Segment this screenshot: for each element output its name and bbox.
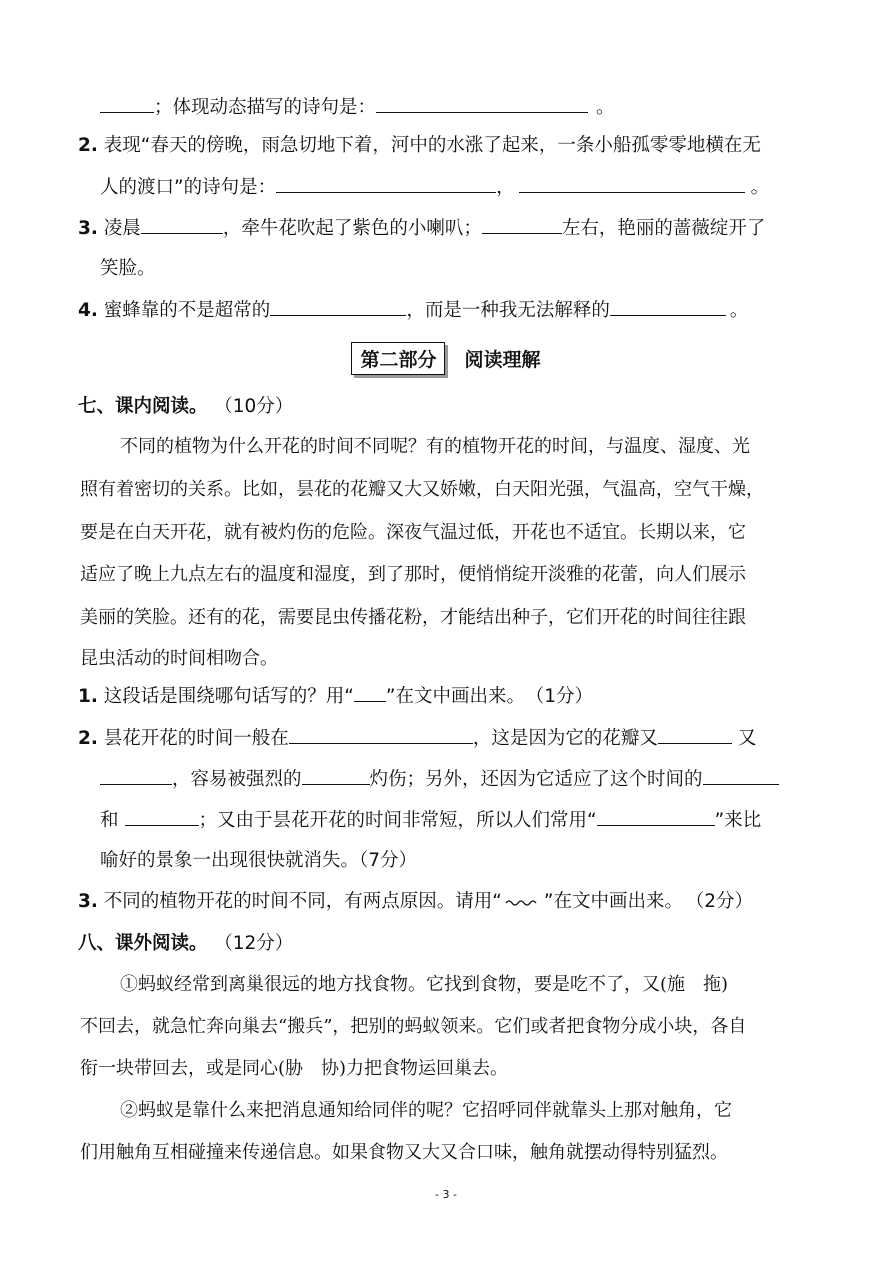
section-title: 阅读理解 [464,349,541,371]
question-2: 2. 表现“春天的傍晚，雨急切地下着，河中的水涨了起来，一条小船孤零零地横在无 [78,135,761,156]
passage-line: ②蚂蚁是靠什么来把消息通知给同伴的呢？它招呼同伴就靠头上那对触角，它 [120,1100,732,1121]
answer-blank[interactable] [302,766,370,785]
reading-7-q3: 3. 不同的植物开花的时间不同，有两点原因。请用“ ”在文中画出来。 （2分） [78,891,754,912]
answer-blank[interactable] [100,94,154,113]
answer-blank[interactable] [703,766,779,785]
answer-blank[interactable] [289,725,473,744]
reading-7-q2-cont: ，容易被强烈的 灼伤；另外，还因为它适应了这个时间的 [100,766,779,793]
reading-8-heading: 八、课外阅读。 （12分） [78,933,294,954]
passage-line: 美丽的笑脸。还有的花，需要昆虫传播花粉，才能结出种子，它们开花的时间往往跟 [80,607,746,628]
wavy-underline-sample [502,893,544,907]
answer-blank[interactable] [597,807,715,826]
passage-line: 们用触角互相碰撞来传递信息。如果食物又大又合口味，触角就摆动得特别猛烈。 [80,1142,728,1163]
answer-blank[interactable] [658,725,732,744]
question-2-cont: 人的渡口”的诗句是： ， 。 [100,174,769,201]
question-3: 3. 凌晨 ，牵牛花吹起了紫色的小喇叭； 左右，艳丽的蔷薇绽开了 [78,215,765,242]
section-part-label: 第二部分 [351,342,445,375]
answer-blank[interactable] [125,807,199,826]
reading-7-q2-cont2: 和 ；又由于昙花开花的时间非常短，所以人们常用“ ”来比 [100,807,761,834]
reading-7-q1: 1. 这段话是围绕哪句话写的？用“ ”在文中画出来。 （1分） [78,683,593,710]
answer-blank[interactable] [141,215,223,234]
answer-blank[interactable] [482,215,562,234]
passage-line: 适应了晚上九点左右的温度和湿度，到了那时，便悄悄绽开淡雅的花蕾，向人们展示 [80,564,746,585]
answer-blank[interactable] [270,297,406,316]
passage-line: ①蚂蚁经常到离巢很远的地方找食物。它找到食物，要是吃不了，又(施 拖) [120,974,729,995]
fill-line-1: ；体现动态描写的诗句是： 。 [100,94,615,121]
passage-line: 不回去，就急忙奔向巢去“搬兵”，把别的蚂蚁领来。它们或者把食物分成小块，各自 [80,1016,747,1037]
page-number: - 3 - [435,1188,457,1201]
answer-blank[interactable] [276,174,496,193]
reading-7-q2-cont3: 喻好的景象一出现很快就消失。（7分） [100,850,418,871]
answer-blank[interactable] [376,94,588,113]
reading-7-heading: 七、课内阅读。 （10分） [78,396,294,417]
passage-line: 衔一块带回去，或是同心(胁 协)力把食物运回巢去。 [80,1058,509,1079]
question-4: 4. 蜜蜂靠的不是超常的 ，而是一种我无法解释的 。 [78,297,748,324]
section-header [0,342,892,375]
answer-blank[interactable] [100,766,172,785]
question-3-cont: 笑脸。 [100,258,156,279]
passage-line: 昆虫活动的时间相吻合。 [80,648,278,669]
passage-line: 不同的植物为什么开花的时间不同呢？有的植物开花的时间，与温度、湿度、光 [120,436,750,457]
underline-sample [354,683,386,702]
answer-blank[interactable] [610,297,726,316]
passage-line: 要是在白天开花，就有被灼伤的危险。深夜气温过低，开花也不适宜。长期以来，它 [80,522,746,543]
reading-7-q2: 2. 昙花开花的时间一般在 ，这是因为它的花瓣又 又 [78,725,756,752]
answer-blank[interactable] [519,174,745,193]
passage-line: 照有着密切的关系。比如，昙花的花瓣又大又娇嫩，白天阳光强，气温高，空气干燥， [80,479,764,500]
